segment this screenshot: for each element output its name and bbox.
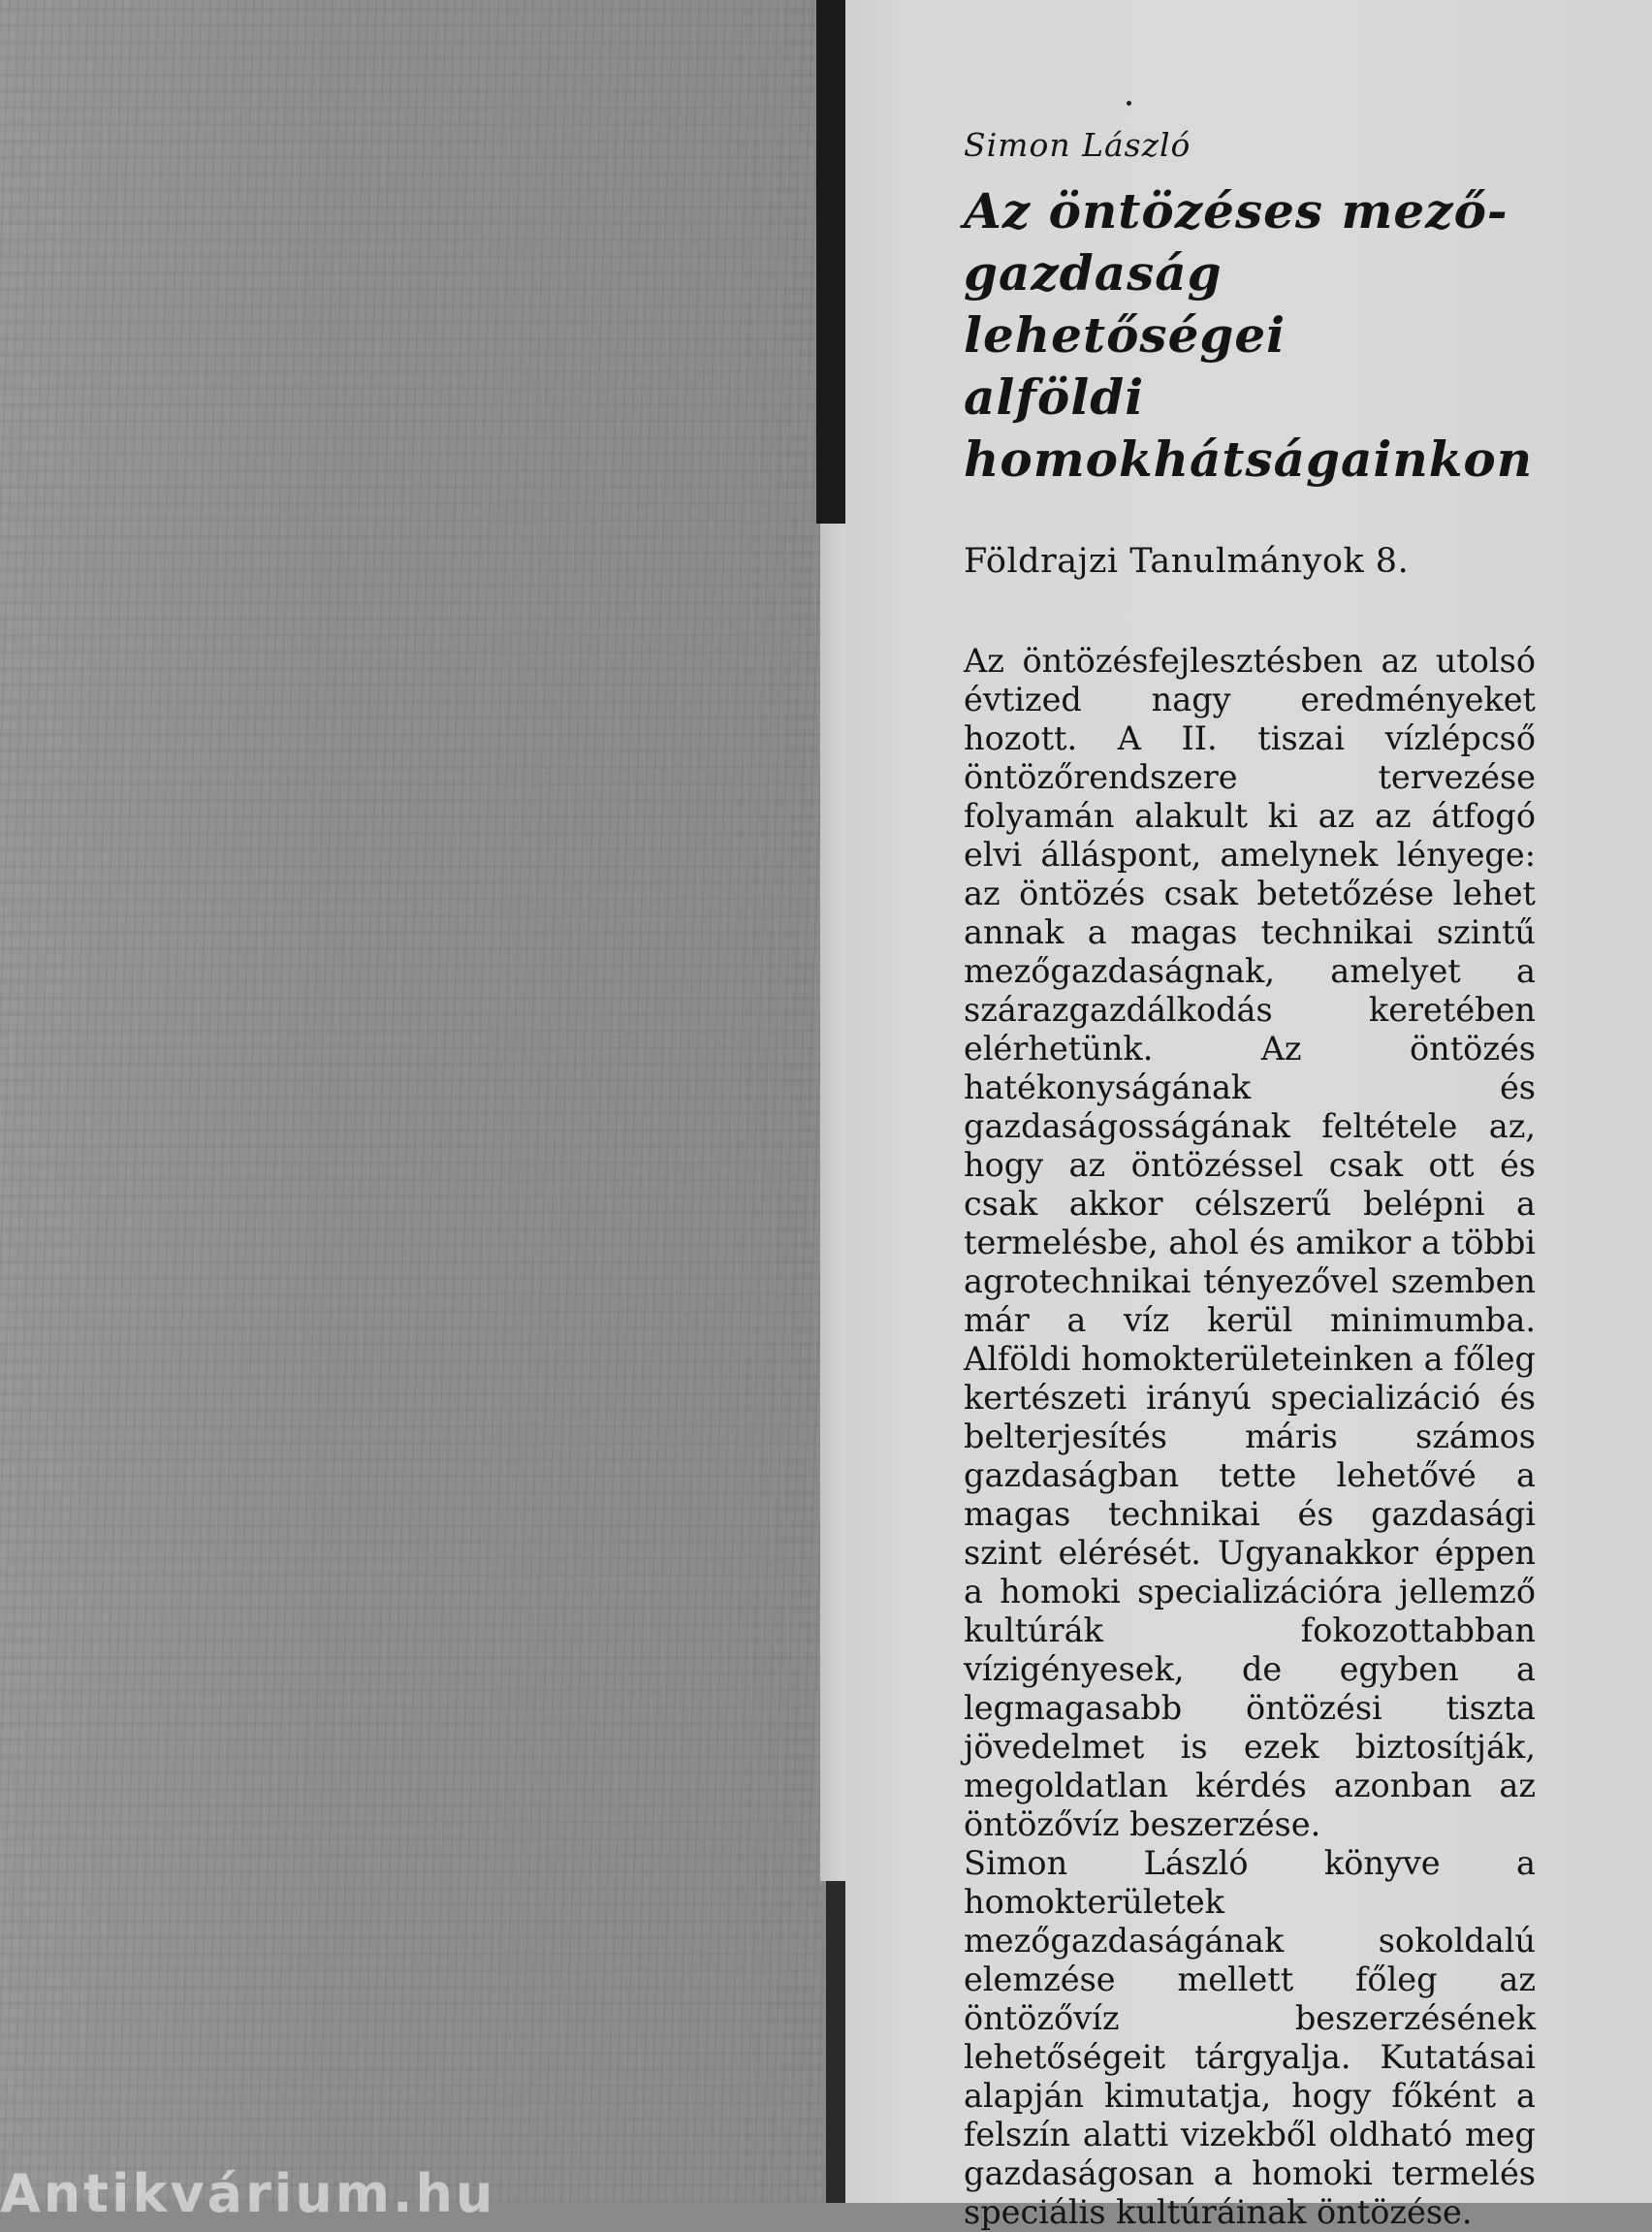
left-cover-board bbox=[0, 0, 824, 2203]
title-line: homokhátságainkon bbox=[964, 430, 1534, 488]
author-name: Simon László bbox=[964, 126, 1191, 164]
title-line: gazdaság lehetőségei bbox=[964, 244, 1287, 364]
spine-dark-top bbox=[816, 0, 845, 524]
blurb-paragraph: Simon László könyve a homokterületek mezőgazdaságának sokoldalú elemzése mellett főleg az öntözővíz beszerzésének lehetőségeit tárgyalja. Kutatásai alapján kimutatja, hogy főként a felszín alatti vizekből oldható meg gazdaságosan a homoki termelés speciális kultúráinak öntözése. bbox=[964, 1844, 1536, 2231]
jacket-text-block bbox=[964, 116, 1536, 2232]
title-line: Az öntözéses mező- bbox=[964, 182, 1509, 239]
spine-dark-bottom bbox=[826, 1881, 845, 2203]
series-name: Földrajzi Tanulmányok 8. bbox=[964, 542, 1410, 581]
title-line: alföldi bbox=[964, 368, 1145, 426]
watermark-logo: Antikvárium.hu bbox=[0, 2163, 496, 2224]
blurb-text bbox=[964, 642, 1536, 2232]
book-title bbox=[964, 180, 1536, 491]
ink-dot bbox=[1127, 101, 1131, 106]
blurb-paragraph: Az öntözésfejlesztésben az utolsó évtized nagy eredményeket hozott. A II. tiszai vízlépcső öntözőrendszere tervezése folyamán alakult ki az az átfogó elvi álláspont, amelynek lényege: az öntözés csak betetőzése lehet annak a magas technikai szintű mezőgazdaságnak, amelyet a szárazgazdálkodás keretében elérhetünk. Az öntözés hatékonyságának és gazdaságosságának feltétele az, hogy az öntözéssel csak ott és csak akkor célszerű belépni a termelésbe, ahol és amikor a többi agrotechnikai tényezővel szemben már a víz kerül minimumba. Alföldi homokterületeinken a főleg kertészeti irányú specializáció és belterjesítés máris számos gazdaságban tette lehetővé a magas technikai és gazdasági szint elérését. Ugyanakkor éppen a homoki specializációra jellemző kultúrák fokozottabban vízigényesek, de egyben a legmagasabb öntözési tiszta jövedelmet is ezek biztosítják, megoldatlan kérdés azonban az öntözővíz beszerzése. bbox=[964, 642, 1536, 1843]
spine-light-middle bbox=[820, 524, 847, 1881]
